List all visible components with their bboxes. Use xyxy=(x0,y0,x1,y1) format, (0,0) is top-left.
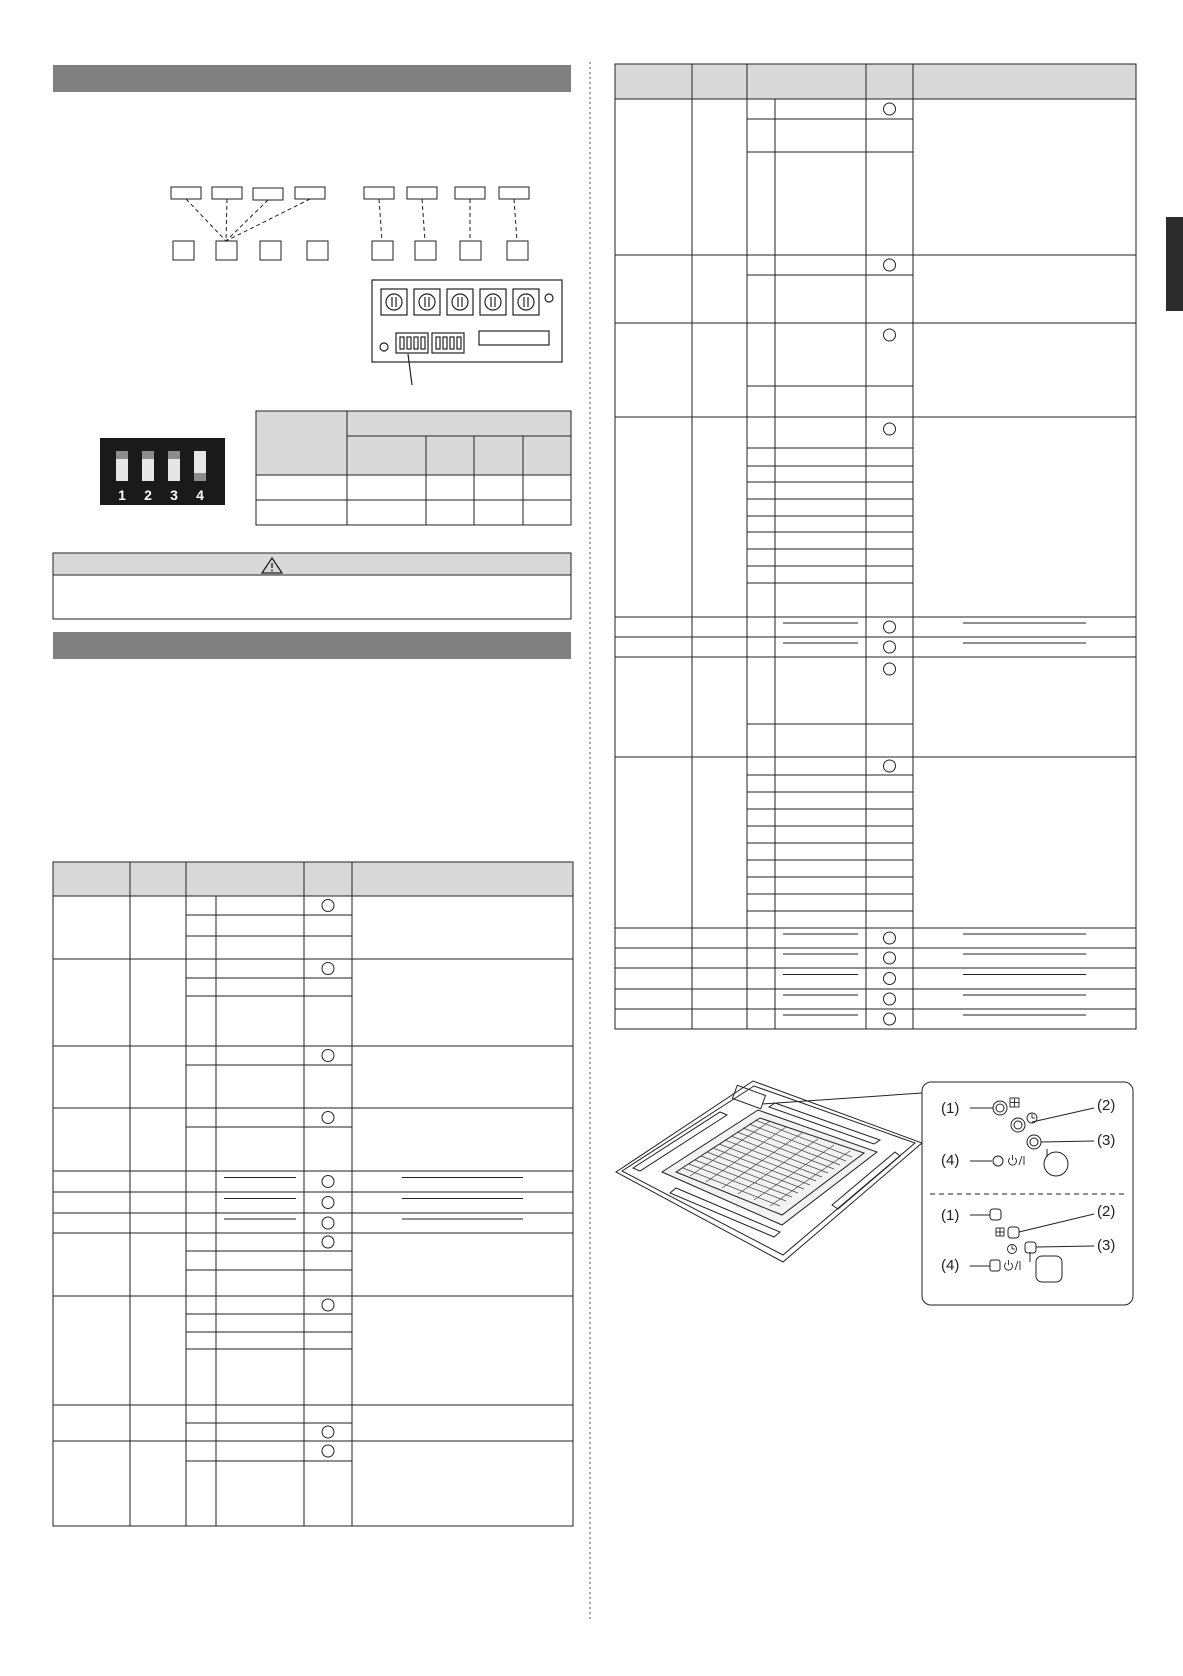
function-setting-table-right xyxy=(615,64,1136,1029)
table-header-row xyxy=(615,64,1136,99)
dip-switch-label-3: 3 xyxy=(170,487,178,503)
dip-switch-label-2: 2 xyxy=(144,487,152,503)
function-setting-table-left xyxy=(53,862,573,1526)
cassette-unit-illustration xyxy=(616,1081,922,1262)
pcb-rotary-switch-board xyxy=(372,280,562,385)
callout-4-bottom: (4) xyxy=(941,1257,960,1274)
dip-switch-lever-1 xyxy=(116,451,128,481)
dip-switch-label-1: 1 xyxy=(118,487,126,503)
dip-switch-lever-3 xyxy=(168,451,180,481)
section-header-bar-2 xyxy=(53,632,571,659)
dip-switch-lever-2 xyxy=(142,451,154,481)
rotary-switch-4 xyxy=(480,289,506,315)
dip-switch-lever-4 xyxy=(194,451,206,481)
indicator-panel xyxy=(922,1082,1133,1305)
pcb-screw-icon xyxy=(545,294,553,302)
pcb-screw-icon xyxy=(380,343,388,351)
table-body xyxy=(615,99,1136,1029)
rotary-switch-3 xyxy=(447,289,473,315)
side-tab xyxy=(1166,217,1183,311)
rotary-switch-1 xyxy=(381,289,407,315)
callout-1-top: (1) xyxy=(941,1100,960,1117)
dip-switch-setting-table xyxy=(256,411,571,525)
caution-box xyxy=(53,553,571,619)
callout-3-bottom: (3) xyxy=(1097,1237,1116,1254)
section-header-bar-1 xyxy=(53,65,571,92)
leader-line xyxy=(762,1093,922,1104)
table-body xyxy=(53,896,573,1526)
rotary-switch-2 xyxy=(414,289,440,315)
table-header-row xyxy=(53,862,573,896)
dip-switch-block-2 xyxy=(432,333,464,353)
address-wiring-diagram xyxy=(171,187,529,260)
pcb-connector xyxy=(479,331,549,345)
dip-switch-label-4: 4 xyxy=(196,487,204,503)
dip-switch-block-1 xyxy=(396,333,428,353)
callout-2-bottom: (2) xyxy=(1097,1203,1116,1220)
dip-switch-closeup xyxy=(100,438,225,505)
callout-1-bottom: (1) xyxy=(941,1207,960,1224)
callout-3-top: (3) xyxy=(1097,1132,1116,1149)
leader-line xyxy=(408,354,412,385)
callout-2-top: (2) xyxy=(1097,1097,1116,1114)
callout-4-top: (4) xyxy=(941,1152,960,1169)
rotary-switch-5 xyxy=(513,289,539,315)
